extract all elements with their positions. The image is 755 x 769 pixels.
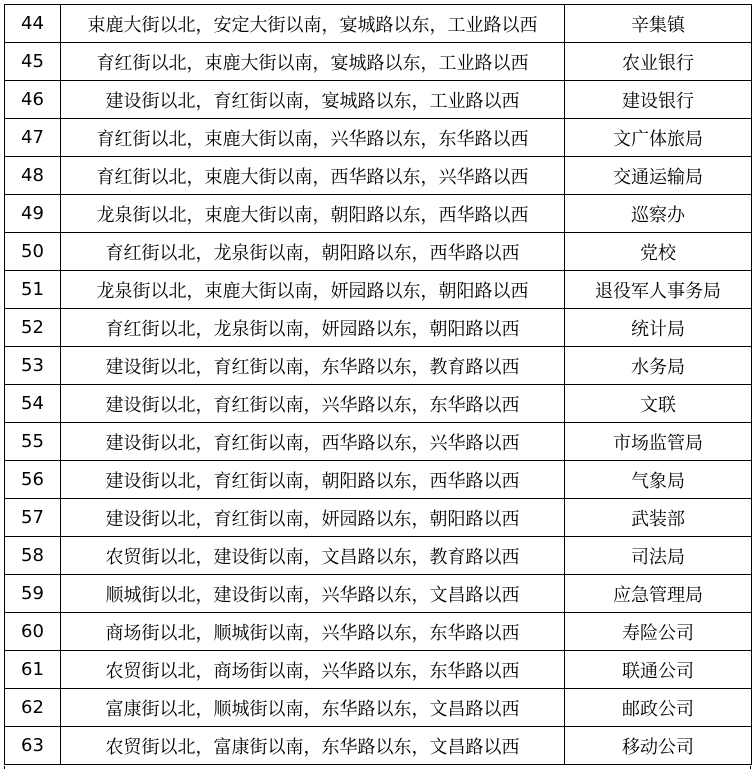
table-row xyxy=(5,43,752,81)
area-description: 育红街以北，龙泉街以南，朝阳路以东，西华路以西 xyxy=(61,233,565,271)
row-number: 57 xyxy=(5,499,61,537)
row-number: 59 xyxy=(5,575,61,613)
row-number: 48 xyxy=(5,157,61,195)
row-number: 62 xyxy=(5,689,61,727)
table-row xyxy=(5,309,752,347)
area-description: 富康街以北，顺城街以南，东华路以东，文昌路以西 xyxy=(61,689,565,727)
responsible-unit: 农业银行 xyxy=(565,43,752,81)
row-number: 51 xyxy=(5,271,61,309)
table-row xyxy=(5,81,752,119)
area-description: 育红街以北，龙泉街以南，妍园路以东，朝阳路以西 xyxy=(61,309,565,347)
responsible-unit: 党校 xyxy=(565,233,752,271)
responsible-unit: 市场监管局 xyxy=(565,423,752,461)
area-description: 顺城街以北，建设街以南，兴华路以东，文昌路以西 xyxy=(61,575,565,613)
row-number: 49 xyxy=(5,195,61,233)
table-row xyxy=(5,613,752,651)
responsible-unit: 交通运输局 xyxy=(565,157,752,195)
responsible-unit: 巡察办 xyxy=(565,195,752,233)
responsible-unit: 寿险公司 xyxy=(565,613,752,651)
table-row xyxy=(5,5,752,43)
area-description: 龙泉街以北，束鹿大街以南，妍园路以东，朝阳路以西 xyxy=(61,271,565,309)
area-description: 商场街以北，顺城街以南，兴华路以东，东华路以西 xyxy=(61,613,565,651)
responsible-unit: 联通公司 xyxy=(565,651,752,689)
row-number: 45 xyxy=(5,43,61,81)
area-description: 农贸街以北，建设街以南，文昌路以东，教育路以西 xyxy=(61,537,565,575)
area-description: 龙泉街以北，束鹿大街以南，朝阳路以东，西华路以西 xyxy=(61,195,565,233)
responsible-unit: 文联 xyxy=(565,385,752,423)
table-row xyxy=(5,157,752,195)
table-row xyxy=(5,385,752,423)
responsible-unit: 水务局 xyxy=(565,347,752,385)
row-number: 58 xyxy=(5,537,61,575)
row-number: 55 xyxy=(5,423,61,461)
table-row xyxy=(5,195,752,233)
table-row xyxy=(5,119,752,157)
row-number: 50 xyxy=(5,233,61,271)
responsible-unit: 邮政公司 xyxy=(565,689,752,727)
responsible-unit: 文广体旅局 xyxy=(565,119,752,157)
area-description: 建设街以北，育红街以南，宴城路以东，工业路以西 xyxy=(61,81,565,119)
table-row xyxy=(5,233,752,271)
area-description: 农贸街以北，商场街以南，兴华路以东，东华路以西 xyxy=(61,651,565,689)
responsible-unit: 司法局 xyxy=(565,537,752,575)
area-description: 育红街以北，束鹿大街以南，宴城路以东，工业路以西 xyxy=(61,43,565,81)
table-row xyxy=(5,499,752,537)
table-body xyxy=(5,5,752,765)
table-row xyxy=(5,575,752,613)
row-number: 52 xyxy=(5,309,61,347)
area-description: 育红街以北，束鹿大街以南，西华路以东，兴华路以西 xyxy=(61,157,565,195)
row-number: 44 xyxy=(5,5,61,43)
responsible-unit: 辛集镇 xyxy=(565,5,752,43)
area-description: 建设街以北，育红街以南，东华路以东，教育路以西 xyxy=(61,347,565,385)
responsible-unit: 移动公司 xyxy=(565,727,752,765)
table-row xyxy=(5,423,752,461)
area-description: 建设街以北，育红街以南，西华路以东，兴华路以西 xyxy=(61,423,565,461)
responsible-unit: 统计局 xyxy=(565,309,752,347)
responsible-unit: 应急管理局 xyxy=(565,575,752,613)
row-number: 60 xyxy=(5,613,61,651)
row-number: 54 xyxy=(5,385,61,423)
row-number: 47 xyxy=(5,119,61,157)
table-row xyxy=(5,537,752,575)
row-number: 63 xyxy=(5,727,61,765)
responsible-unit: 气象局 xyxy=(565,461,752,499)
responsible-unit: 建设银行 xyxy=(565,81,752,119)
row-number: 53 xyxy=(5,347,61,385)
table-row xyxy=(5,461,752,499)
responsible-unit: 退役军人事务局 xyxy=(565,271,752,309)
table-row xyxy=(5,347,752,385)
table-row xyxy=(5,271,752,309)
table-row xyxy=(5,651,752,689)
assignment-table xyxy=(4,4,752,765)
row-number: 46 xyxy=(5,81,61,119)
row-number: 61 xyxy=(5,651,61,689)
table-row xyxy=(5,689,752,727)
area-description: 育红街以北，束鹿大街以南，兴华路以东，东华路以西 xyxy=(61,119,565,157)
row-number: 56 xyxy=(5,461,61,499)
area-description: 建设街以北，育红街以南，妍园路以东，朝阳路以西 xyxy=(61,499,565,537)
area-description: 农贸街以北，富康街以南，东华路以东，文昌路以西 xyxy=(61,727,565,765)
area-description: 建设街以北，育红街以南，朝阳路以东，西华路以西 xyxy=(61,461,565,499)
table-row xyxy=(5,727,752,765)
area-description: 束鹿大街以北，安定大街以南，宴城路以东，工业路以西 xyxy=(61,5,565,43)
area-description: 建设街以北，育红街以南，兴华路以东，东华路以西 xyxy=(61,385,565,423)
responsible-unit: 武装部 xyxy=(565,499,752,537)
